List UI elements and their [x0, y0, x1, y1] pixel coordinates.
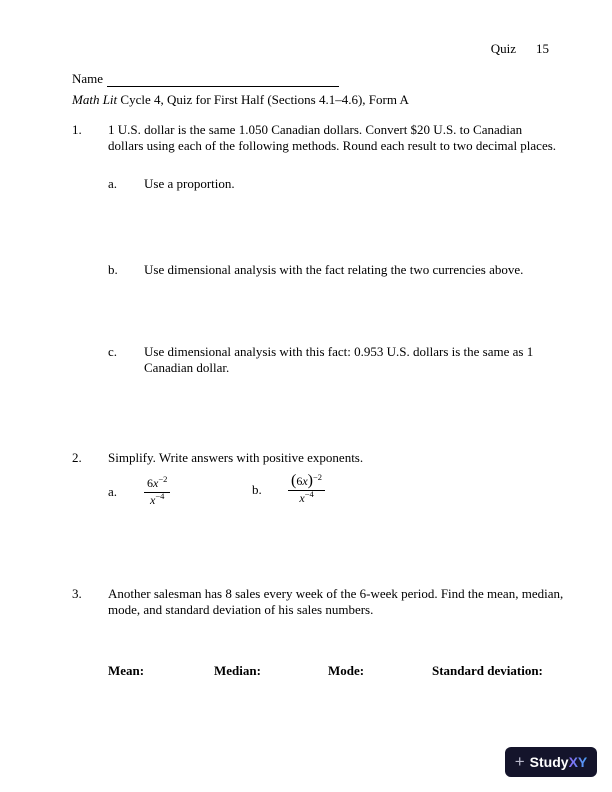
name-label: Name	[72, 71, 104, 86]
question-2-expression-a	[108, 474, 170, 508]
question-3-text: Another salesman has 8 sales every week of the 6-week period. Find the mean, median, mode, and standard deviation of his sales numbers.	[108, 586, 564, 617]
fraction-b	[288, 474, 325, 506]
fraction-a-numerator: $6x^{-2}$	[144, 477, 170, 493]
part-b-label: b.	[108, 262, 118, 277]
question-2	[72, 450, 560, 466]
answer-labels-row	[0, 663, 612, 679]
question-3-number: 3.	[72, 586, 82, 601]
part-b-text: Use dimensional analysis with the fact relating the two currencies above.	[144, 262, 524, 277]
course-name: Math Lit	[72, 92, 118, 107]
name-row	[72, 71, 339, 87]
expr-a-label: a.	[108, 484, 118, 500]
question-2-text: Simplify. Write answers with positive exponents.	[108, 450, 364, 465]
question-1	[72, 122, 560, 154]
part-c-text: Use dimensional analysis with this fact: 0.953 U.S. dollars is the same as 1 Canadian dollar.	[144, 344, 534, 375]
mean-label: Mean:	[108, 663, 145, 678]
studyxy-watermark	[505, 747, 597, 777]
name-blank-line[interactable]	[107, 72, 339, 87]
standard-deviation-label: Standard deviation:	[432, 663, 543, 678]
median-label: Median:	[214, 663, 261, 678]
question-3	[72, 586, 564, 618]
question-1-part-a	[108, 176, 564, 192]
plus-icon: +	[514, 752, 525, 771]
question-1-part-c	[108, 344, 569, 376]
header-quiz-label: Quiz	[490, 41, 516, 56]
quiz-title-rest: Cycle 4, Quiz for First Half (Sections 4.1–4.6), Form A	[120, 92, 409, 107]
fraction-a	[144, 474, 170, 508]
question-1-part-b	[108, 262, 584, 278]
page-header	[491, 41, 549, 57]
page-number: 15	[536, 41, 549, 56]
question-2-expression-b	[252, 474, 325, 506]
fraction-a-denominator: $x^{-4}$	[150, 490, 165, 507]
mode-label: Mode:	[328, 663, 365, 678]
brand-wordmark: StudyXY	[529, 754, 588, 770]
part-a-label: a.	[108, 176, 118, 191]
part-a-text: Use a proportion.	[144, 176, 235, 191]
fraction-b-denominator: $x^{-4}$	[299, 488, 314, 505]
part-c-label: c.	[108, 344, 118, 359]
quiz-title	[72, 92, 409, 108]
expr-b-label: b.	[252, 481, 262, 497]
question-1-text: 1 U.S. dollar is the same 1.050 Canadian dollars. Convert $20 U.S. to Canadian dollars using each of the following methods. Round each result to two decimal places.	[108, 122, 557, 153]
fraction-b-numerator: $(6x)^{-2}$	[288, 474, 325, 491]
question-1-number: 1.	[72, 122, 82, 137]
question-2-number: 2.	[72, 450, 82, 465]
